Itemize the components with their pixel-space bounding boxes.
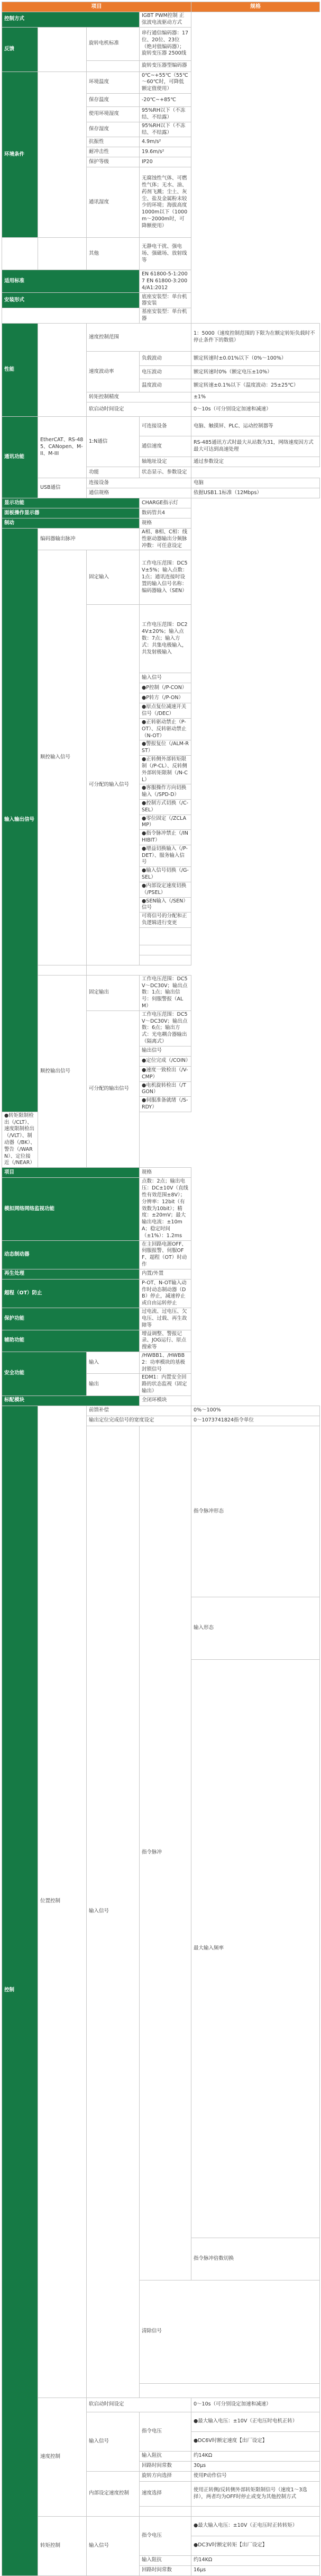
spec-cell: ●DC6V时额定速度【出厂设定】 <box>191 2431 320 2451</box>
spec-cell: 使用正转侧/反转侧外部转矩限制信号（速度1～3选择），两者均为OFF时停止或变为其他控制方式 <box>191 2481 320 2506</box>
spec-cell: 转矩控制 <box>38 2516 87 2575</box>
category-cell: 模拟网络网络监视功能 <box>2 1178 140 1240</box>
spec-cell: 底座安装型：单台机器安装 <box>140 293 191 308</box>
spec-cell: 工作电压范围：DC5V±5%；输入点数：1点；通讯连接时设置的输入信号名称：编码器输入（SEN） <box>140 550 191 605</box>
table-row <box>2 71 320 93</box>
spec-body <box>2 12 320 2576</box>
spec-cell: 软启动时间设定 <box>87 2398 191 2412</box>
spec-cell: 内置/外置 <box>140 1269 191 1279</box>
table-row <box>2 308 320 324</box>
spec-cell: 工作电压范围：DC24V±20%；输入点数：7点；输入方式：共集电极输入，共发射极输入 <box>140 605 191 673</box>
table-row <box>2 1330 320 1352</box>
spec-cell: 串行通信编码器：17位、20位、23位（绝对值编码器）；旋转变压器 2500线 <box>140 27 191 60</box>
spec-cell: 其他 <box>87 238 140 270</box>
spec-cell: 固定输入 <box>87 550 140 605</box>
spec-cell: 指令脉冲 <box>140 1426 191 2280</box>
spec-cell: 电脑、触摸屏、PLC、运动控制器等 <box>191 416 320 436</box>
spec-cell: 0～10s（可分别设定加速和减速） <box>191 402 320 416</box>
spec-cell: ●电机旋转检出（/TGON） <box>140 1081 191 1097</box>
category-cell: 输入输出信号 <box>2 528 38 1112</box>
spec-cell: 速度控制 <box>38 2398 87 2516</box>
spec-cell: ●警报复位（/ALM-RST） <box>140 740 191 756</box>
spec-cell: IP20 <box>140 157 191 167</box>
header-spec: 规格 <box>191 2 320 12</box>
spec-cell: 额定转速时0%（额定电压±10%） <box>191 365 320 379</box>
spec-cell: 速度选择 <box>140 2481 191 2506</box>
spec-cell: 保护等级 <box>87 157 140 167</box>
spec-cell: 30μs <box>191 2461 320 2471</box>
table-row <box>2 1178 320 1240</box>
spec-cell: 点数：2点；输出电压：DC±10V（直线性有效范围±8V）；分辨率：12bit（有效数为10bit）；精度：±20mV；最大输出电流：±10mA；稳定时间（±1%）：1.2ms <box>140 1178 191 1240</box>
spec-cell <box>87 60 140 71</box>
spec-cell: 输入信号 <box>87 1426 140 2398</box>
spec-cell <box>140 945 191 955</box>
spec-table <box>2 2 320 2576</box>
spec-cell: 保存温度 <box>87 94 140 107</box>
spec-cell <box>38 71 87 238</box>
spec-cell: 功能 <box>87 467 140 478</box>
spec-cell: ●客服操作方向切换输入（/SPD-D） <box>140 784 191 800</box>
spec-cell: 基座安装型：单台机器 <box>140 308 191 324</box>
table-row <box>2 1168 320 1178</box>
category-cell: 控制 <box>2 1406 38 2575</box>
spec-cell: 软启动时间设定 <box>87 402 191 416</box>
spec-cell: 使用P动作信号 <box>191 2471 320 2481</box>
table-row <box>2 528 320 550</box>
category-cell: 再生处理 <box>2 1269 140 1279</box>
spec-cell: 可分配的输出信号 <box>87 1010 140 1167</box>
spec-cell: EN 61800-5-1:2007 EN 61800-3:2004/A1:2012 <box>140 270 191 293</box>
spec-cell <box>2 238 38 270</box>
spec-cell: 无腐蚀性气体、可燃性气体；无水、油、药剂飞溅；尘土、灰尘、盐及金属粉末较少的环境；海拔高度1000m以下（1000m～2000m时，可降额使用） <box>140 167 191 238</box>
spec-cell: 轴地址设定 <box>140 457 191 467</box>
spec-cell: 回路时间常数 <box>140 2461 191 2471</box>
category-cell: 动态制动器 <box>2 1240 140 1269</box>
category-cell: 安装形式 <box>2 293 140 308</box>
table-row <box>2 270 320 293</box>
spec-cell: 输入信号 <box>87 2412 140 2471</box>
spec-cell: 输出定位完成信号的宽度设定 <box>87 1416 191 1426</box>
spec-cell: /HWBB1、/HWBB2：功率模块的基极封锁信号 <box>140 1352 191 1373</box>
spec-cell: 编码器输出脉冲 <box>38 528 140 550</box>
spec-cell: 0～10s（可分别设定加速和减速） <box>191 2398 320 2412</box>
category-cell: 反馈 <box>2 27 38 71</box>
spec-cell: 无静电干扰、强电场、强磁场、放射线等 <box>140 238 191 270</box>
spec-cell: ●输入信号切换（/G-SEL） <box>140 867 191 882</box>
spec-cell: ●最大输入电压：±10V（正电压时电机正转） <box>191 2412 320 2431</box>
header-row <box>2 2 320 12</box>
spec-cell: 速度控制范围 <box>87 323 191 351</box>
spec-cell: 95%RH以下（不冻结、不结露） <box>140 107 191 122</box>
spec-cell: 增益调整、警报记录、JOG运行、原点搜索等 <box>140 1330 191 1352</box>
table-row <box>2 550 320 605</box>
spec-cell <box>140 2506 191 2516</box>
spec-cell: 输入阻抗 <box>140 2555 191 2565</box>
spec-cell: USB通信 <box>38 478 87 498</box>
table-row <box>2 478 320 488</box>
category-cell: 保护功能 <box>2 1308 140 1330</box>
spec-cell: 保存湿度 <box>87 122 140 137</box>
spec-cell: 输入形态 <box>191 1597 320 1660</box>
spec-cell: 输入 <box>87 1352 140 1373</box>
table-row <box>2 1308 320 1330</box>
spec-cell: 转矩控制精度 <box>87 392 191 402</box>
spec-cell: 连接设备 <box>87 478 191 488</box>
spec-cell: ●控制方式切换（/C-SEL） <box>140 799 191 815</box>
spec-cell: 可将信号的分配和正负逻辑进行变更 <box>140 913 191 928</box>
table-row <box>2 2516 320 2536</box>
spec-cell: 顺控输出信号 <box>38 975 87 1168</box>
table-row <box>2 416 320 436</box>
spec-cell: 电压波动 <box>140 365 191 379</box>
spec-cell <box>2 308 140 324</box>
category-cell: 环境条件 <box>2 71 38 238</box>
category-cell: 安全功能 <box>2 1352 87 1396</box>
spec-cell: 可分配的输入信号 <box>87 605 140 965</box>
spec-cell: CHARGE指示灯 <box>140 498 191 508</box>
spec-cell: ±1% <box>191 392 320 402</box>
spec-cell: 状态显示、参数设定 <box>140 467 191 478</box>
spec-cell <box>38 238 87 270</box>
spec-cell: 输出 <box>87 1374 140 1396</box>
spec-cell: 约14KΩ <box>191 2451 320 2461</box>
spec-cell: ●指令脉冲禁止（/INHIBIT） <box>140 830 191 845</box>
table-row <box>2 975 320 1010</box>
spec-cell: ●DC3V时额定转矩【出厂设定】 <box>191 2536 320 2555</box>
category-cell: 性能 <box>2 323 38 416</box>
spec-cell: 环境温度 <box>87 71 140 93</box>
spec-cell: ●原点复位减速开关信号（/DEC） <box>140 703 191 719</box>
table-row <box>2 498 320 508</box>
spec-cell: 指令脉冲形态 <box>191 1426 320 1597</box>
spec-cell: 0～1073741824指令单位 <box>191 1416 320 1426</box>
spec-cell: 额定转速±0.1%以下（温度波动：25±25℃） <box>191 379 320 392</box>
spec-cell: ●最大输入电压：±10V（正电压时正转转矩） <box>191 2516 320 2536</box>
spec-cell: ●内部设定速度切换（/PSEL） <box>140 882 191 897</box>
table-row <box>2 1406 320 1416</box>
spec-cell: 依据USB1.1标准（12Mbps） <box>191 488 320 498</box>
spec-cell <box>140 2383 320 2398</box>
table-row <box>2 1269 320 1279</box>
category-cell: 制动 <box>2 518 140 528</box>
spec-cell: 19.6m/s² <box>140 147 191 157</box>
spec-cell: 通过参数设定 <box>191 457 320 467</box>
spec-cell: ●增益切换输入（/P-DET）、服务输入信号 <box>140 845 191 866</box>
spec-cell: EDM1：内置安全回路的状态监视（固定输出） <box>140 1374 191 1396</box>
spec-cell: 抗振性 <box>87 137 140 147</box>
spec-cell: 规格 <box>140 1168 191 1178</box>
category-cell: 超程（OT）防止 <box>2 1279 140 1308</box>
spec-cell: 旋转电机标准 <box>87 27 140 60</box>
spec-cell: ●正转侧外部转矩限制（/P-CL）、反转侧外部转矩限制（/N-CL） <box>140 756 191 784</box>
table-row <box>2 2398 320 2412</box>
spec-cell: ●速度一致检出（/V-CMP） <box>140 1066 191 1081</box>
spec-cell: 输入信号 <box>140 673 191 683</box>
spec-cell: 通信规格 <box>87 488 191 498</box>
spec-cell: 旋转变压器型编码器 <box>140 60 191 71</box>
spec-cell: 额定转速时±0.01%以下（0%～100%） <box>191 351 320 365</box>
spec-cell: P-OT、N-OT输入动作时动态制动器（DB）停止，减速停止或自由运转停止 <box>140 1279 191 1308</box>
table-row <box>2 1240 320 1269</box>
spec-cell: 通讯湿度 <box>87 167 140 238</box>
spec-cell: 固定输出 <box>87 975 140 1010</box>
spec-cell <box>140 927 191 945</box>
spec-cell: 可连接设备 <box>140 416 191 436</box>
spec-cell: ●零位固定（/ZCLAMP） <box>140 815 191 830</box>
spec-cell: 工作电压范围：DC5V～DC30V；输出点数：1点；输出信号：伺服警报（ALM） <box>140 975 191 1010</box>
category-cell: 项目 <box>2 1168 140 1178</box>
spec-cell <box>38 27 87 71</box>
spec-cell: ●正转驱动禁止（P-OT）、反转驱动禁止（N-OT） <box>140 719 191 740</box>
spec-cell: 4.9m/s² <box>140 137 191 147</box>
spec-cell: 前馈补偿 <box>87 1406 191 1416</box>
spec-cell: 速度波动率 <box>87 351 140 392</box>
table-row <box>2 518 320 528</box>
spec-cell: ●定位完成（/COIN） <box>140 1056 191 1066</box>
spec-cell: 0℃~+55℃（55℃～60℃时，可降低额定值使用） <box>140 71 191 93</box>
spec-cell: 通信速度 <box>140 436 191 457</box>
spec-cell: 电脑 <box>191 478 320 488</box>
spec-cell: RS-485通讯方式时最大从站数为31，网络速度因方式最大可达到高速处理 <box>191 436 320 457</box>
spec-cell: 约14KΩ <box>191 2555 320 2565</box>
spec-cell: ●转矩限制检出（/CLT）、速度限制检出（/VLT）、制动器（/BK）、警告（/WARN）、定位接近（/NEAR） <box>2 1112 38 1168</box>
spec-cell: -20℃~+85℃ <box>140 94 191 107</box>
category-cell: 显示功能 <box>2 498 140 508</box>
table-row <box>2 508 320 518</box>
table-row <box>2 12 320 28</box>
spec-cell: ●P控制（/P-CON） <box>140 683 191 693</box>
spec-cell: 使用环境湿度 <box>87 107 140 122</box>
table-row <box>2 323 320 351</box>
table-row <box>2 1396 320 1406</box>
spec-cell: 0%～100% <box>191 1406 320 1416</box>
header-item: 项目 <box>2 2 191 12</box>
spec-cell: 耐冲击性 <box>87 147 140 157</box>
spec-cell: 输入阻抗 <box>140 2451 191 2461</box>
category-cell: 适用标准 <box>2 270 140 293</box>
category-cell: 面板操作显示器 <box>2 508 140 518</box>
spec-cell <box>191 2506 320 2516</box>
spec-cell: 过电流、过电压、欠电压、过载、再生故障等 <box>140 1308 191 1330</box>
spec-cell: 温度波动 <box>140 379 191 392</box>
spec-cell: IGBT PWM控制 正弦波电流驱动方式 <box>140 12 191 28</box>
table-row <box>2 27 320 60</box>
category-cell: 通讯功能 <box>2 416 38 498</box>
table-row <box>2 1279 320 1308</box>
spec-cell: ●P转方（/P-ON） <box>140 693 191 703</box>
spec-cell: 最大输入频率 <box>191 1660 320 2238</box>
spec-cell: 1:N通信 <box>87 416 140 467</box>
spec-cell: 旋转方向选择 <box>140 2471 191 2481</box>
spec-cell: A相、B相、C相：线性驱动器输出分频脉冲数：可任意设定 <box>140 528 191 550</box>
table-row <box>2 238 320 270</box>
spec-cell <box>38 965 87 975</box>
category-cell: 标配模块 <box>2 1396 140 1406</box>
spec-cell <box>140 955 191 965</box>
spec-cell: 指令电压 <box>140 2516 191 2555</box>
spec-cell: 输出信号 <box>140 1046 191 1056</box>
spec-cell: ●伺服准备就绪（/S-RDY） <box>140 1097 191 1112</box>
table-row <box>2 965 320 975</box>
spec-cell: 95%RH以下（不冻结、不结露） <box>140 122 191 137</box>
category-cell: 控制方式 <box>2 12 140 28</box>
spec-cell: 16μs <box>191 2565 320 2575</box>
spec-cell: ●SEN输入（/SEN）信号 <box>140 897 191 913</box>
spec-cell: 指令电压 <box>140 2412 191 2451</box>
spec-cell: 回路时间常数 <box>140 2565 191 2575</box>
spec-cell: 在主回路电源OFF、伺服报警、伺服OFF、超程（OT）时动作 <box>140 1240 191 1269</box>
spec-cell <box>38 323 87 416</box>
category-cell: 辅助功能 <box>2 1330 140 1352</box>
spec-cell: 位置控制 <box>38 1406 87 2398</box>
spec-cell: 1：5000（速度控制范围的下限为在额定转矩负载时不停止条件下的数值） <box>191 323 320 351</box>
spec-cell: 工作电压范围：DC5V～DC30V；输出点数：6点；输出方式：光电耦合器输出（隔离式） <box>140 1010 191 1046</box>
spec-cell: 指令脉冲倍数切换 <box>191 2238 320 2280</box>
spec-cell: 顺控输入信号 <box>38 550 87 965</box>
spec-cell: 数码管共4 <box>140 508 191 518</box>
spec-cell: 规格 <box>140 518 191 528</box>
spec-cell: EtherCAT、RS-485、CANopen、M-II、M-III <box>38 416 87 478</box>
spec-cell: 内部设定速度控制 <box>87 2471 140 2516</box>
table-row <box>2 1352 320 1373</box>
table-row <box>2 293 320 308</box>
spec-cell: 负载波动 <box>140 351 191 365</box>
spec-cell: 清除信号 <box>140 2280 320 2383</box>
spec-cell: 输入信号 <box>87 2516 140 2575</box>
spec-cell: 全闭环模块 <box>140 1396 191 1406</box>
